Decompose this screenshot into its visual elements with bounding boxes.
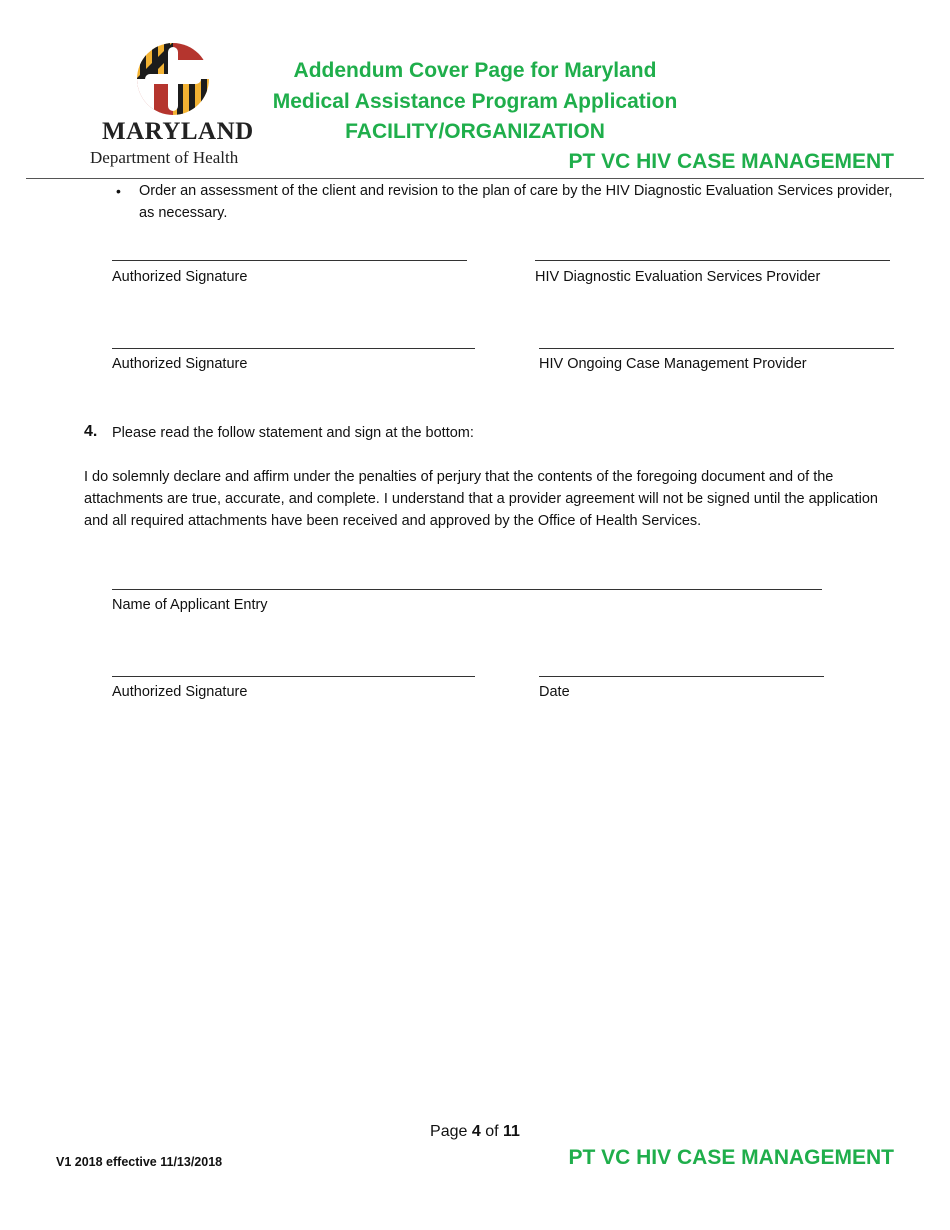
- section-instruction: Please read the follow statement and sign at the bottom:: [112, 425, 474, 441]
- version-text: V1 2018 effective 11/13/2018: [56, 1155, 223, 1169]
- page-number: [0, 1121, 950, 1143]
- provider-line[interactable]: [539, 348, 894, 349]
- header-divider: [26, 178, 924, 179]
- signature-line[interactable]: [112, 260, 467, 261]
- page-current: 4: [471, 1123, 481, 1140]
- perjury-statement: I do solemnly declare and affirm under the penalties of perjury that the contents of the foregoing document and of the attachments are true, accurate, and complete. I understand that a provider agreement will not be signed until the application and all required attachments have been received and approved by the Office of Health Services.: [84, 469, 878, 529]
- date-label: Date: [539, 684, 570, 700]
- applicant-name-line[interactable]: [112, 589, 822, 590]
- authorized-signature-label: Authorized Signature: [112, 684, 248, 700]
- date-line[interactable]: [539, 676, 824, 677]
- page-of: of: [485, 1123, 499, 1140]
- diagnostic-provider-label: HIV Diagnostic Evaluation Services Provider: [535, 269, 821, 285]
- title-line-1: Addendum Cover Page for Maryland: [293, 59, 657, 82]
- header-program-name: PT VC HIV CASE MANAGEMENT: [568, 150, 894, 173]
- bullet-text: Order an assessment of the client and revision to the plan of care by the HIV Diagnostic Evaluation Services provider, as necessary.: [139, 183, 893, 221]
- logo-department-text: Department of Health: [90, 148, 239, 167]
- applicant-name-label: Name of Applicant Entry: [112, 597, 268, 613]
- authorized-signature-label: Authorized Signature: [112, 356, 248, 372]
- title-line-3: FACILITY/ORGANIZATION: [345, 120, 605, 143]
- case-management-provider-label: HIV Ongoing Case Management Provider: [539, 356, 807, 372]
- provider-line[interactable]: [535, 260, 890, 261]
- footer-program-name: PT VC HIV CASE MANAGEMENT: [568, 1146, 894, 1169]
- signature-line[interactable]: [112, 676, 475, 677]
- authorized-signature-label: Authorized Signature: [112, 269, 248, 285]
- maryland-health-logo: [86, 42, 266, 170]
- signature-line[interactable]: [112, 348, 475, 349]
- page-prefix: Page: [430, 1123, 468, 1140]
- maryland-flag-icon: [136, 42, 210, 116]
- title-line-2: Medical Assistance Program Application: [272, 90, 678, 113]
- logo-maryland-text: MARYLAND: [102, 118, 254, 145]
- section-number: 4.: [84, 423, 98, 440]
- bullet-marker: •: [116, 183, 121, 199]
- page-total: 11: [503, 1123, 520, 1140]
